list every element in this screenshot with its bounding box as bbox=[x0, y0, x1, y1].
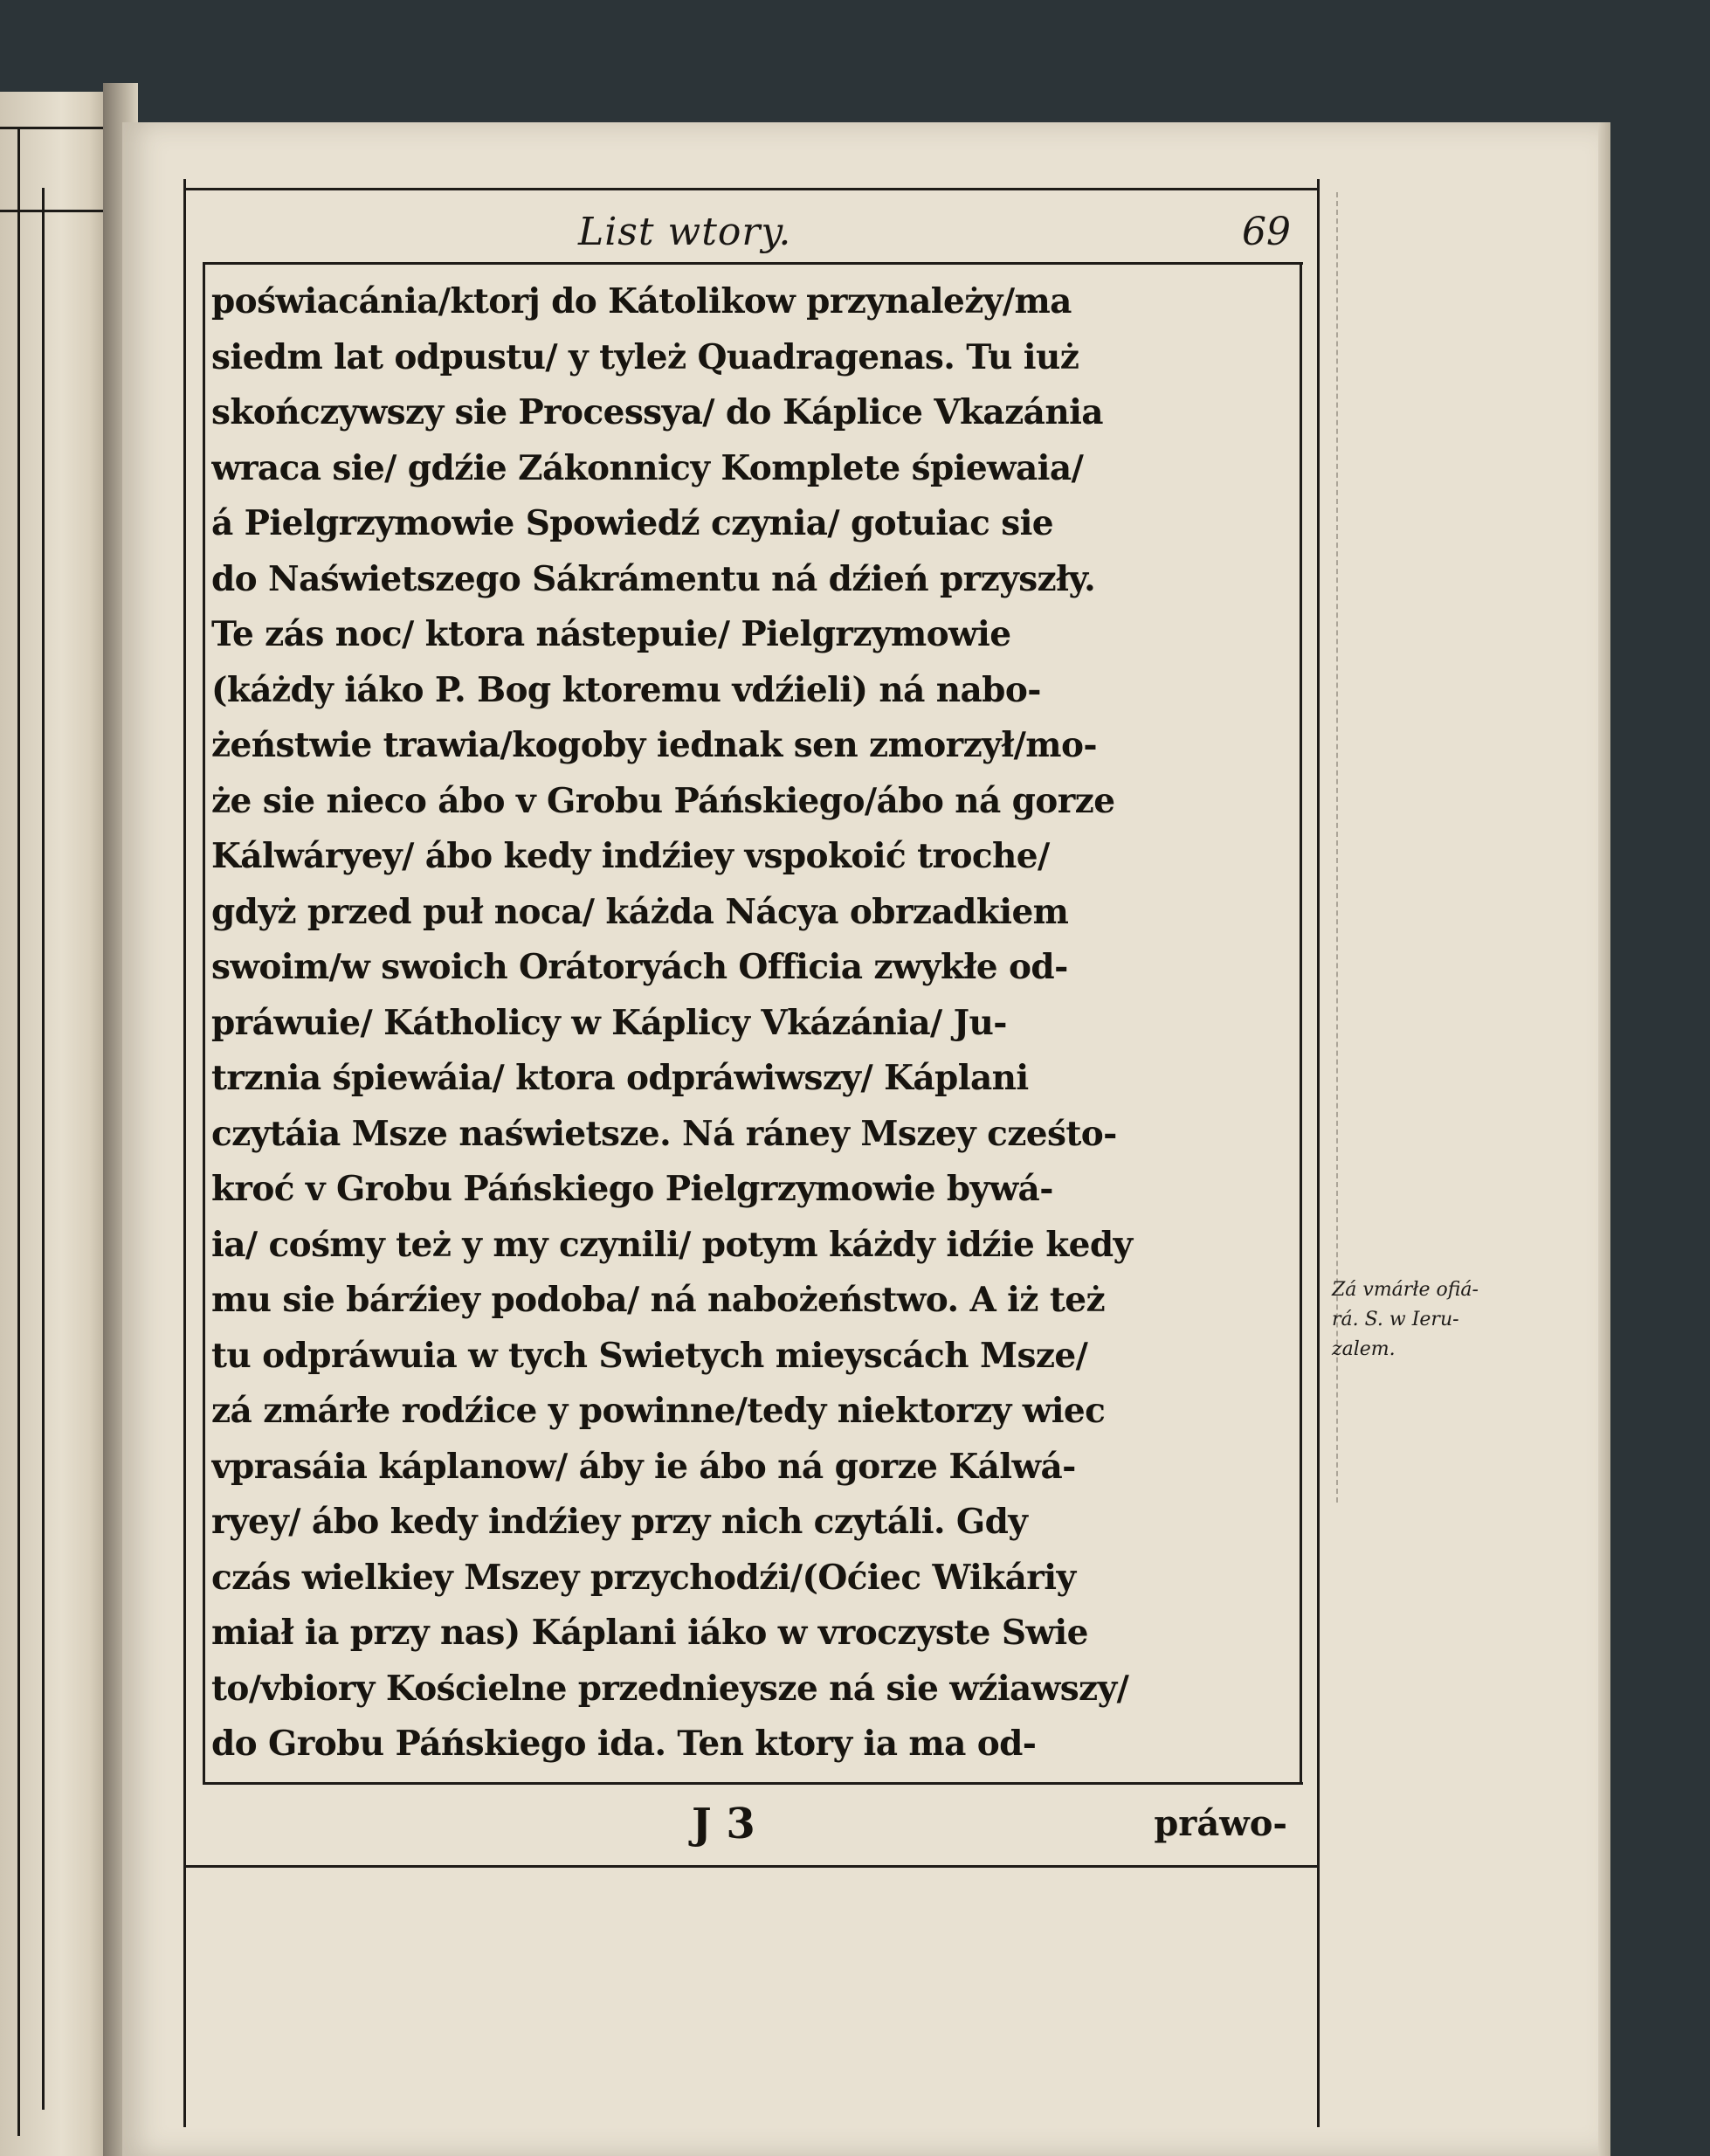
signature-mark: J 3 bbox=[692, 1800, 755, 1848]
catchword: práwo- bbox=[1154, 1803, 1287, 1844]
text-line: miał ia przy nas) Káplani iáko w vroczyste Swie bbox=[211, 1613, 1088, 1653]
marginal-note-line: zalem. bbox=[1332, 1338, 1396, 1360]
text-line: czás wielkiey Mszey przychodźi/(Oćiec Wikáriy bbox=[211, 1557, 1076, 1598]
text-line: zá zmárłe rodźice y powinne/tedy niektorzy wiec bbox=[211, 1391, 1106, 1431]
text-line: swoim/w swoich Orátoryách Officia zwykłe od- bbox=[211, 947, 1068, 987]
text-line: to/vbiory Kościelne przednieysze ná sie wźiawszy/ bbox=[211, 1668, 1129, 1709]
running-head: List wtory. bbox=[578, 210, 792, 254]
text-bottom-rule bbox=[203, 1782, 1303, 1785]
text-line: żeństwie trawia/kogoby iednak sen zmorzył/mo- bbox=[211, 725, 1097, 765]
text-line: Kálwáryey/ ábo kedy indźiey vspokoić troche/ bbox=[211, 836, 1050, 876]
text-line: że sie nieco ábo v Grobu Páńskiego/ábo ná gorze bbox=[211, 780, 1115, 821]
previous-page-frame-line bbox=[17, 127, 20, 2136]
inner-frame-right bbox=[1300, 262, 1302, 1782]
page-footer bbox=[203, 1800, 1303, 1861]
page-header bbox=[203, 203, 1303, 264]
previous-page-rule bbox=[0, 210, 112, 212]
text-line: wraca sie/ gdźie Zákonnicy Komplete śpiewaia/ bbox=[211, 447, 1084, 488]
text-line: gdyż przed puł noca/ káżda Nácya obrzadkiem bbox=[211, 891, 1069, 932]
text-line: siedm lat odpustu/ y tyleż Quadragenas. Tu iuż bbox=[211, 336, 1079, 377]
text-line: do Naświetszego Sákrámentu ná dźień przyszły. bbox=[211, 558, 1096, 599]
text-line: mu sie bárźiey podoba/ ná nabożeństwo. A iż też bbox=[211, 1280, 1105, 1320]
text-line: práwuie/ Kátholicy w Káplicy Vkázánia/ Ju- bbox=[211, 1002, 1007, 1043]
footer-rule bbox=[183, 1865, 1319, 1868]
text-line: trznia śpiewáia/ ktora odpráwiwszy/ Káplani bbox=[211, 1058, 1029, 1098]
body-text bbox=[211, 278, 1294, 1780]
previous-page-frame-line bbox=[42, 188, 45, 2110]
frame-top-rule bbox=[183, 188, 1319, 190]
text-line: tu odpráwuia w tych Swietych mieyscách Msze/ bbox=[211, 1335, 1088, 1376]
inner-frame-left bbox=[203, 262, 205, 1782]
text-line: kroć v Grobu Páńskiego Pielgrzymowie bywá- bbox=[211, 1169, 1053, 1209]
text-line: czytáia Msze naświetsze. Ná ráney Mszey cześto- bbox=[211, 1113, 1117, 1154]
text-line: poświacánia/ktorj do Kátolikow przynależy/ma bbox=[211, 281, 1072, 321]
text-line: ryey/ ábo kedy indźiey przy nich czytáli. Gdy bbox=[211, 1502, 1028, 1542]
marginal-note bbox=[1332, 1275, 1479, 1365]
text-line: skończywszy sie Processya/ do Káplice Vkazánia bbox=[211, 392, 1103, 432]
text-line: á Pielgrzymowie Spowiedź czynia/ gotuiac sie bbox=[211, 503, 1054, 543]
text-line: ia/ cośmy też y my czynili/ potym káżdy idźie kedy bbox=[211, 1224, 1133, 1265]
page-number: 69 bbox=[1242, 210, 1291, 254]
text-line: vprasáia káplanow/ áby ie ábo ná gorze Kálwá- bbox=[211, 1446, 1076, 1487]
page-edge bbox=[1598, 122, 1610, 2156]
text-line: Te zás noc/ ktora nástepuie/ Pielgrzymowie bbox=[211, 614, 1011, 654]
previous-page-edge bbox=[0, 92, 112, 2156]
marginal-note-line: rá. S. w Ieru- bbox=[1332, 1309, 1459, 1330]
text-line: do Grobu Páńskiego ida. Ten ktory ia ma od- bbox=[211, 1724, 1037, 1764]
marginal-note-line: Zá vmárłe ofiá- bbox=[1332, 1279, 1479, 1301]
text-line: (káżdy iáko P. Bog ktoremu vdźieli) ná nabo- bbox=[211, 669, 1041, 710]
